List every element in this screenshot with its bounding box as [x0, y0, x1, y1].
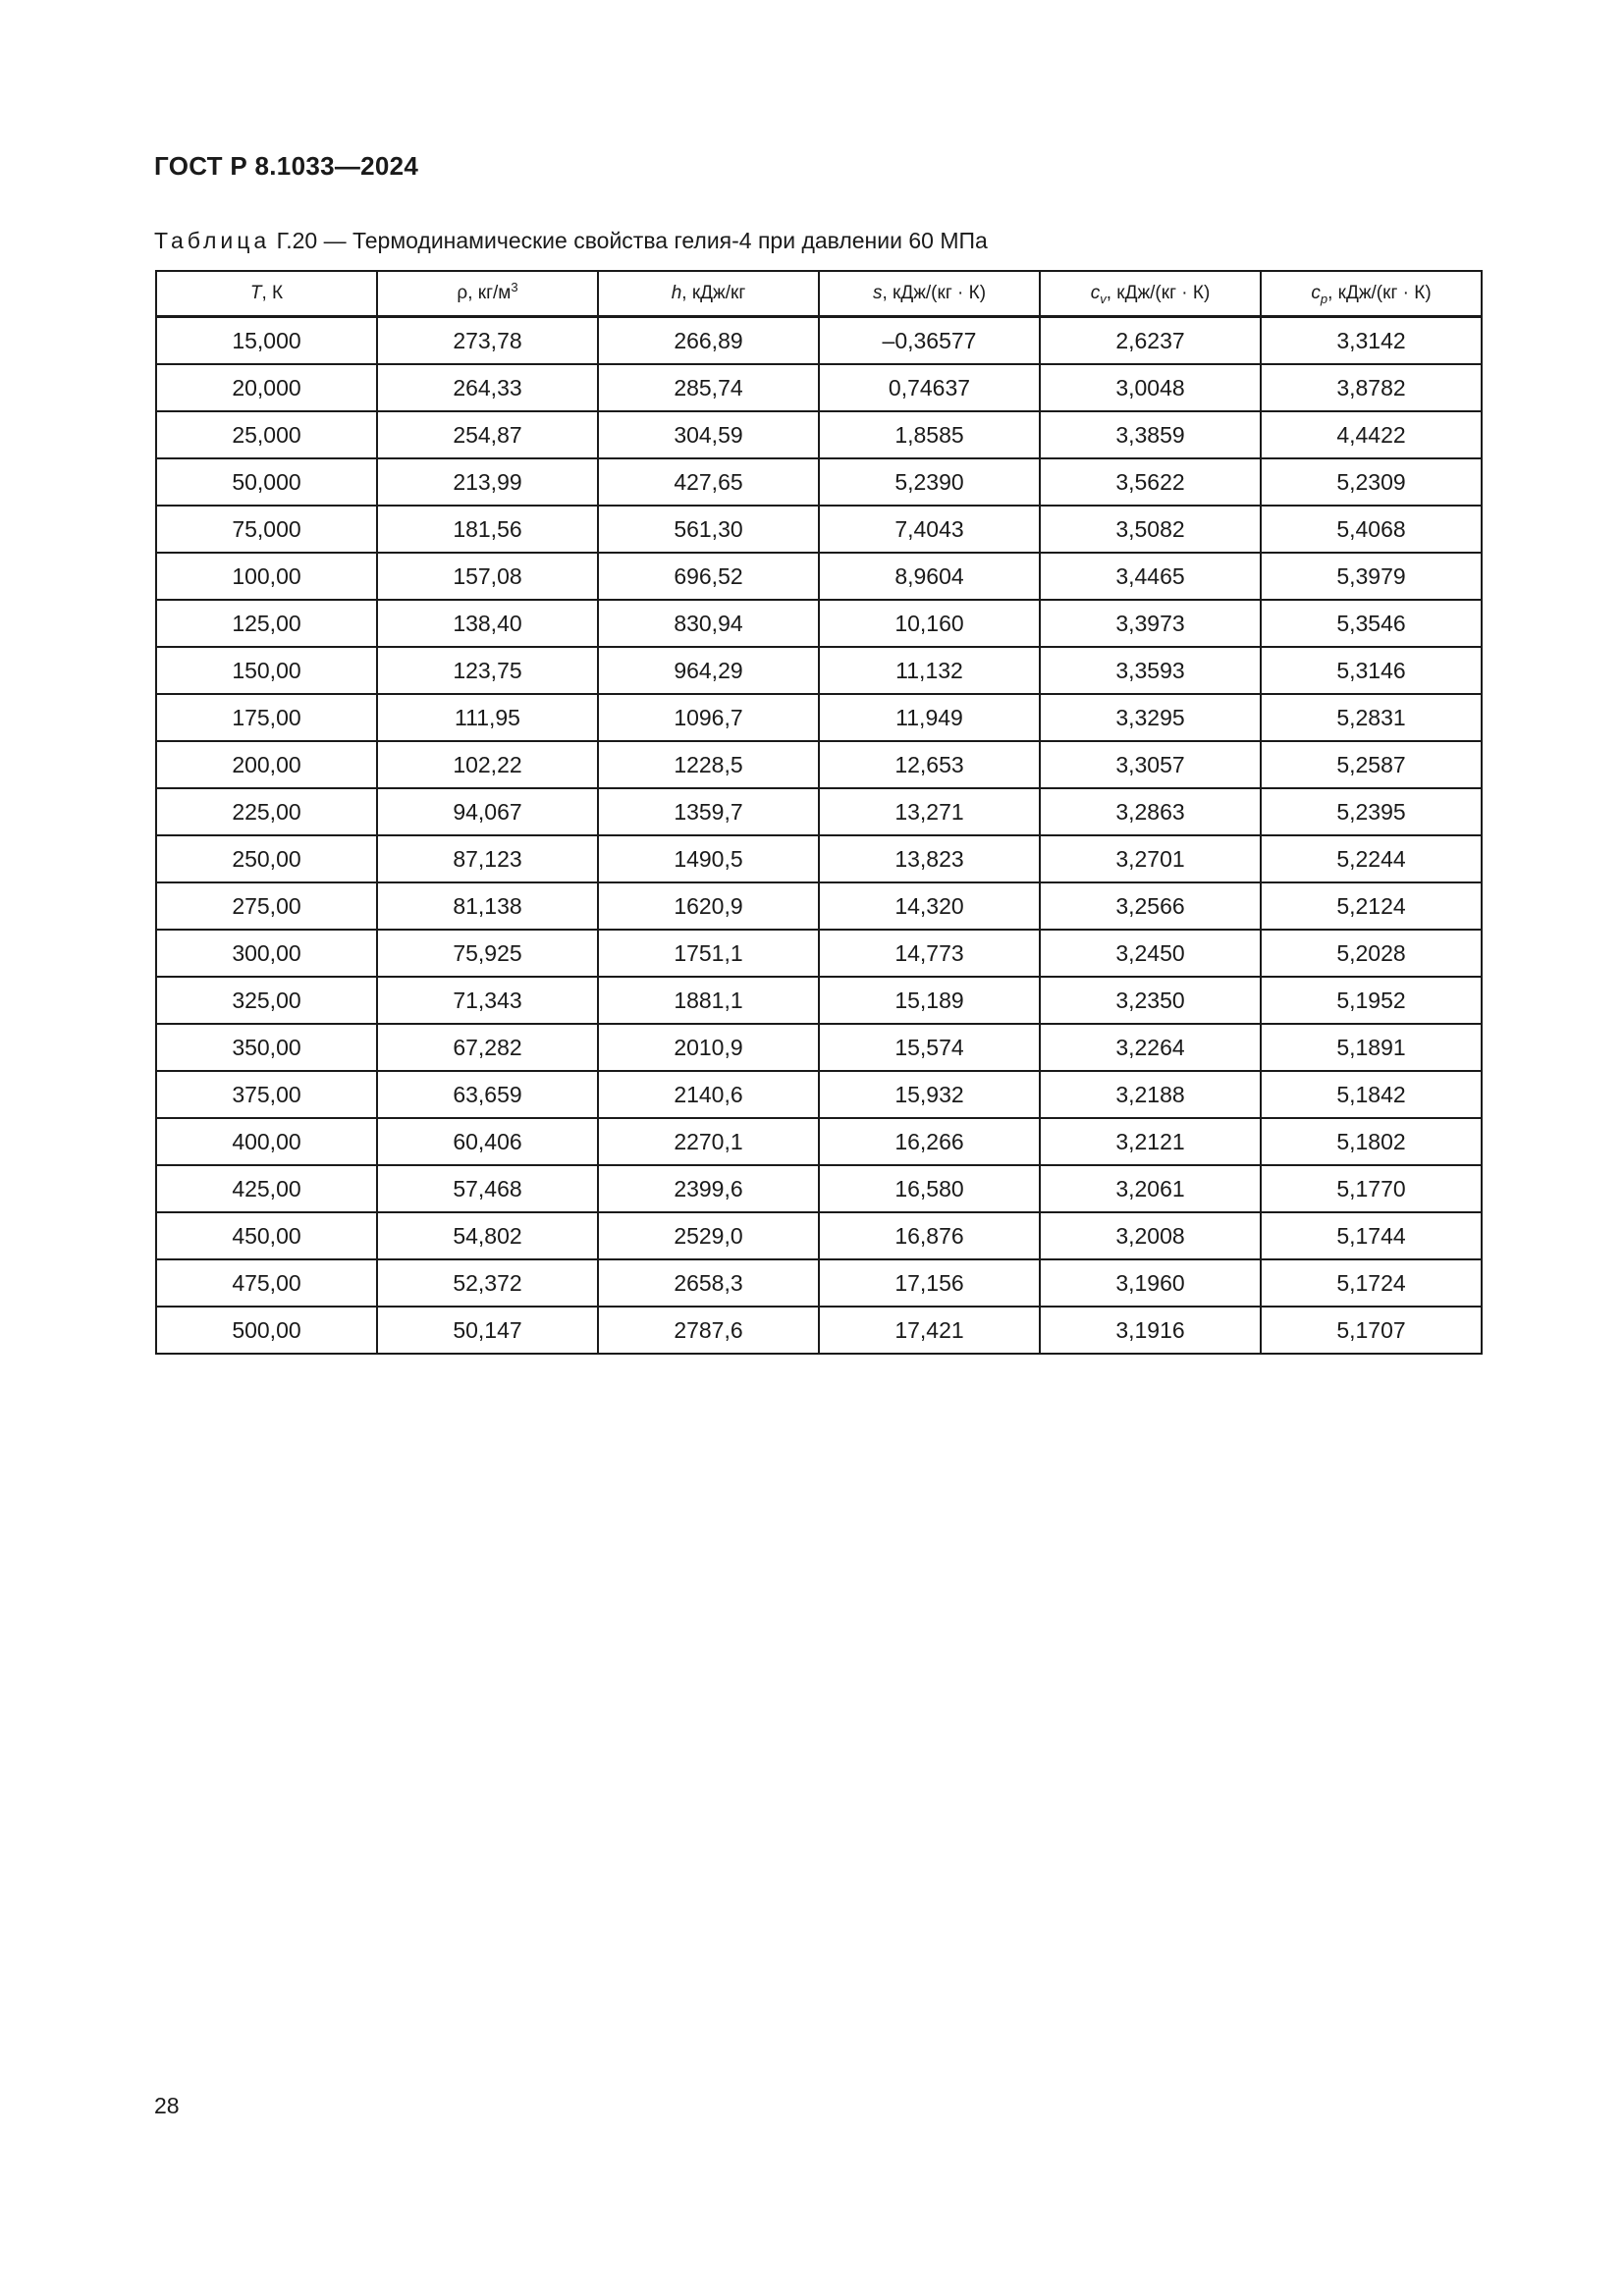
cell-cp: 3,8782: [1261, 364, 1482, 411]
cell-cv: 3,5082: [1040, 506, 1261, 553]
cell-cv: 3,3295: [1040, 694, 1261, 741]
cell-density: 138,40: [377, 600, 598, 647]
cell-cv: 3,2188: [1040, 1071, 1261, 1118]
column-unit: , кДж/кг: [681, 283, 746, 303]
cell-density: 123,75: [377, 647, 598, 694]
cell-cp: 5,1842: [1261, 1071, 1482, 1118]
cell-cv: 3,2264: [1040, 1024, 1261, 1071]
cell-density: 102,22: [377, 741, 598, 788]
column-header-cp: [1261, 271, 1482, 317]
cell-enthalpy: 1359,7: [598, 788, 819, 835]
table-row: [156, 506, 1482, 553]
cell-density: 67,282: [377, 1024, 598, 1071]
column-symbol: c: [1090, 283, 1101, 303]
cell-entropy: 11,132: [819, 647, 1040, 694]
table-header-row: [156, 271, 1482, 317]
cell-entropy: 5,2390: [819, 458, 1040, 506]
cell-cp: 5,2028: [1261, 930, 1482, 977]
column-symbol: ρ: [457, 283, 468, 303]
table-row: [156, 1307, 1482, 1354]
table-body: [156, 317, 1482, 1355]
cell-cp: 5,3146: [1261, 647, 1482, 694]
cell-enthalpy: 561,30: [598, 506, 819, 553]
cell-cv: 3,2863: [1040, 788, 1261, 835]
cell-enthalpy: 964,29: [598, 647, 819, 694]
cell-temperature: 425,00: [156, 1165, 377, 1212]
cell-temperature: 20,000: [156, 364, 377, 411]
cell-enthalpy: 1096,7: [598, 694, 819, 741]
column-unit: , К: [261, 283, 284, 303]
column-header-cv: [1040, 271, 1261, 317]
document-code: ГОСТ Р 8.1033—2024: [154, 151, 419, 181]
table-row: [156, 1024, 1482, 1071]
cell-temperature: 350,00: [156, 1024, 377, 1071]
column-unit-superscript: 3: [511, 280, 518, 294]
cell-cv: 3,3973: [1040, 600, 1261, 647]
cell-cv: 3,3859: [1040, 411, 1261, 458]
cell-entropy: 7,4043: [819, 506, 1040, 553]
table-row: [156, 1071, 1482, 1118]
cell-entropy: 10,160: [819, 600, 1040, 647]
cell-enthalpy: 696,52: [598, 553, 819, 600]
cell-cp: 5,4068: [1261, 506, 1482, 553]
cell-cv: 3,1960: [1040, 1259, 1261, 1307]
table-caption: [154, 228, 988, 254]
column-symbol: s: [872, 283, 883, 303]
cell-density: 213,99: [377, 458, 598, 506]
table-row: [156, 694, 1482, 741]
cell-density: 71,343: [377, 977, 598, 1024]
cell-enthalpy: 1620,9: [598, 882, 819, 930]
table-row: [156, 553, 1482, 600]
cell-cp: 5,1707: [1261, 1307, 1482, 1354]
cell-temperature: 225,00: [156, 788, 377, 835]
cell-enthalpy: 1751,1: [598, 930, 819, 977]
column-header-enthalpy: [598, 271, 819, 317]
cell-enthalpy: 1490,5: [598, 835, 819, 882]
cell-cv: 3,2061: [1040, 1165, 1261, 1212]
cell-density: 254,87: [377, 411, 598, 458]
cell-entropy: 15,189: [819, 977, 1040, 1024]
column-unit: , кДж/(кг · К): [1327, 283, 1432, 303]
cell-density: 81,138: [377, 882, 598, 930]
cell-cv: 3,1916: [1040, 1307, 1261, 1354]
cell-entropy: 0,74637: [819, 364, 1040, 411]
cell-entropy: 17,421: [819, 1307, 1040, 1354]
cell-entropy: 16,876: [819, 1212, 1040, 1259]
cell-entropy: 11,949: [819, 694, 1040, 741]
cell-enthalpy: 1881,1: [598, 977, 819, 1024]
cell-enthalpy: 830,94: [598, 600, 819, 647]
cell-enthalpy: 2399,6: [598, 1165, 819, 1212]
cell-density: 63,659: [377, 1071, 598, 1118]
cell-density: 57,468: [377, 1165, 598, 1212]
table-row: [156, 647, 1482, 694]
cell-entropy: 15,574: [819, 1024, 1040, 1071]
cell-cv: 3,2008: [1040, 1212, 1261, 1259]
column-header-density: [377, 271, 598, 317]
cell-enthalpy: 285,74: [598, 364, 819, 411]
cell-entropy: 14,773: [819, 930, 1040, 977]
cell-entropy: 15,932: [819, 1071, 1040, 1118]
cell-entropy: 8,9604: [819, 553, 1040, 600]
table-row: [156, 1118, 1482, 1165]
cell-temperature: 150,00: [156, 647, 377, 694]
cell-cp: 5,2124: [1261, 882, 1482, 930]
table-caption-word: Таблица: [154, 228, 271, 253]
cell-temperature: 325,00: [156, 977, 377, 1024]
cell-cp: 3,3142: [1261, 317, 1482, 365]
cell-entropy: 16,266: [819, 1118, 1040, 1165]
cell-cp: 5,3979: [1261, 553, 1482, 600]
table-row: [156, 930, 1482, 977]
cell-density: 181,56: [377, 506, 598, 553]
cell-temperature: 450,00: [156, 1212, 377, 1259]
cell-density: 94,067: [377, 788, 598, 835]
cell-temperature: 15,000: [156, 317, 377, 365]
column-subscript: v: [1100, 292, 1107, 306]
cell-cp: 5,1952: [1261, 977, 1482, 1024]
cell-cv: 3,4465: [1040, 553, 1261, 600]
cell-cv: 2,6237: [1040, 317, 1261, 365]
cell-temperature: 200,00: [156, 741, 377, 788]
column-symbol: c: [1311, 283, 1321, 303]
cell-cp: 5,1891: [1261, 1024, 1482, 1071]
cell-cv: 3,2701: [1040, 835, 1261, 882]
cell-entropy: 14,320: [819, 882, 1040, 930]
cell-density: 54,802: [377, 1212, 598, 1259]
cell-enthalpy: 304,59: [598, 411, 819, 458]
cell-enthalpy: 427,65: [598, 458, 819, 506]
cell-entropy: 16,580: [819, 1165, 1040, 1212]
cell-cp: 5,1724: [1261, 1259, 1482, 1307]
column-unit: , кДж/(кг · К): [882, 283, 987, 303]
cell-temperature: 50,000: [156, 458, 377, 506]
cell-entropy: 17,156: [819, 1259, 1040, 1307]
cell-cp: 5,3546: [1261, 600, 1482, 647]
table-row: [156, 1165, 1482, 1212]
cell-cv: 3,3593: [1040, 647, 1261, 694]
cell-entropy: 1,8585: [819, 411, 1040, 458]
cell-cv: 3,5622: [1040, 458, 1261, 506]
column-unit: , кДж/(кг · К): [1106, 283, 1211, 303]
cell-cp: 5,2244: [1261, 835, 1482, 882]
cell-entropy: –0,36577: [819, 317, 1040, 365]
column-unit: , кг/м: [467, 283, 512, 303]
cell-entropy: 12,653: [819, 741, 1040, 788]
cell-cp: 5,1770: [1261, 1165, 1482, 1212]
column-symbol: h: [671, 283, 682, 303]
cell-temperature: 125,00: [156, 600, 377, 647]
cell-enthalpy: 2270,1: [598, 1118, 819, 1165]
cell-entropy: 13,823: [819, 835, 1040, 882]
thermodynamic-properties-table: [155, 270, 1483, 1355]
cell-enthalpy: 2529,0: [598, 1212, 819, 1259]
table-row: [156, 1259, 1482, 1307]
table-row: [156, 364, 1482, 411]
cell-cp: 5,1802: [1261, 1118, 1482, 1165]
table-row: [156, 788, 1482, 835]
cell-entropy: 13,271: [819, 788, 1040, 835]
cell-density: 52,372: [377, 1259, 598, 1307]
cell-temperature: 175,00: [156, 694, 377, 741]
table-row: [156, 977, 1482, 1024]
cell-cv: 3,0048: [1040, 364, 1261, 411]
table-row: [156, 882, 1482, 930]
column-header-entropy: [819, 271, 1040, 317]
cell-temperature: 100,00: [156, 553, 377, 600]
cell-density: 111,95: [377, 694, 598, 741]
cell-temperature: 500,00: [156, 1307, 377, 1354]
cell-enthalpy: 2010,9: [598, 1024, 819, 1071]
column-symbol: T: [249, 283, 262, 303]
cell-temperature: 400,00: [156, 1118, 377, 1165]
cell-cp: 4,4422: [1261, 411, 1482, 458]
cell-temperature: 300,00: [156, 930, 377, 977]
cell-temperature: 475,00: [156, 1259, 377, 1307]
cell-density: 60,406: [377, 1118, 598, 1165]
table-caption-text: Г.20 — Термодинамические свойства гелия-4 при давлении 60 МПа: [276, 228, 988, 253]
cell-density: 157,08: [377, 553, 598, 600]
table-row: [156, 411, 1482, 458]
cell-density: 50,147: [377, 1307, 598, 1354]
cell-enthalpy: 266,89: [598, 317, 819, 365]
cell-temperature: 275,00: [156, 882, 377, 930]
column-subscript: p: [1320, 292, 1328, 306]
cell-cv: 3,3057: [1040, 741, 1261, 788]
cell-density: 75,925: [377, 930, 598, 977]
cell-temperature: 250,00: [156, 835, 377, 882]
cell-cp: 5,1744: [1261, 1212, 1482, 1259]
cell-temperature: 375,00: [156, 1071, 377, 1118]
cell-cp: 5,2395: [1261, 788, 1482, 835]
cell-cv: 3,2350: [1040, 977, 1261, 1024]
table-row: [156, 317, 1482, 365]
cell-temperature: 75,000: [156, 506, 377, 553]
cell-cp: 5,2309: [1261, 458, 1482, 506]
table-row: [156, 458, 1482, 506]
table-row: [156, 1212, 1482, 1259]
cell-cp: 5,2587: [1261, 741, 1482, 788]
page-number: 28: [154, 2093, 180, 2118]
cell-cv: 3,2566: [1040, 882, 1261, 930]
table-row: [156, 600, 1482, 647]
cell-cp: 5,2831: [1261, 694, 1482, 741]
cell-cv: 3,2121: [1040, 1118, 1261, 1165]
table-row: [156, 741, 1482, 788]
cell-density: 264,33: [377, 364, 598, 411]
cell-density: 87,123: [377, 835, 598, 882]
cell-cv: 3,2450: [1040, 930, 1261, 977]
cell-enthalpy: 2658,3: [598, 1259, 819, 1307]
cell-temperature: 25,000: [156, 411, 377, 458]
cell-enthalpy: 2787,6: [598, 1307, 819, 1354]
cell-enthalpy: 2140,6: [598, 1071, 819, 1118]
cell-enthalpy: 1228,5: [598, 741, 819, 788]
table-row: [156, 835, 1482, 882]
cell-density: 273,78: [377, 317, 598, 365]
column-header-temperature: [156, 271, 377, 317]
